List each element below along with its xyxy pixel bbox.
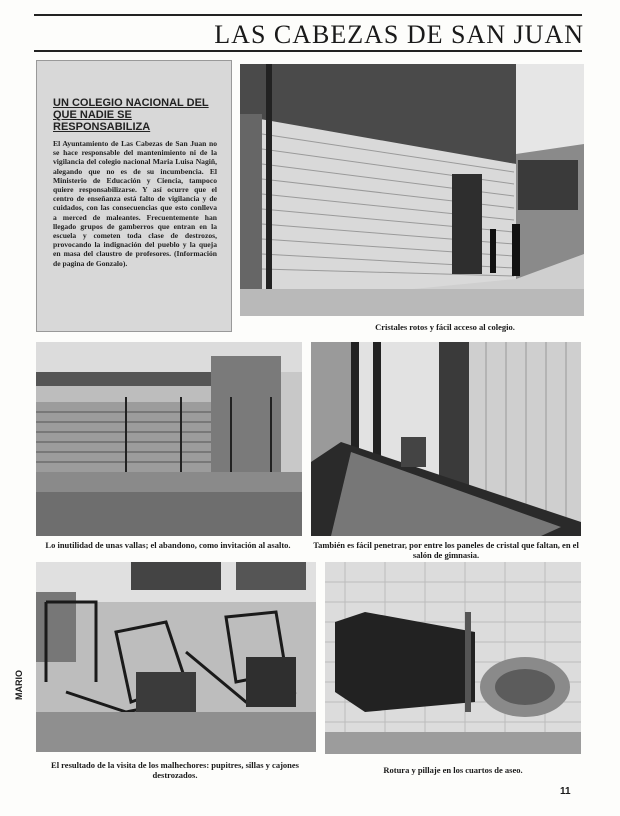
caption-photo-2: Lo inutilidad de unas vallas; el abandono, como invitación al asalto. [45,540,291,550]
page-number: 11 [560,786,571,797]
sidebar-title: UN COLEGIO NACIONAL DEL QUE NADIE SE RESPONSABILIZA [53,97,209,133]
header-rule-top [34,14,582,16]
photo-destroyed-furniture [36,562,316,752]
sidebar-box [36,60,232,332]
photo-fence [36,342,302,536]
photo-school-building [240,64,584,316]
header-rule-bottom [34,50,582,52]
sidebar-content [53,97,217,268]
caption-photo-5: Rotura y pillaje en los cuartos de aseo. [383,765,523,775]
sidebar-body: El Ayuntamiento de Las Cabezas de San Juan no se hace responsable del mantenimiento ni de la vigilancia del colegio nacional Maria Luisa Nagiñ, alegando que no es de su incumbencia. El Ministerio de Educación y Ciencia, tampoco quiere responsabilizarse. Y así ocurre que el centro de enseñanza está falto de vigilancia y de cuidados, con las consecuencias que esto conlleva a merced de maleantes. Frecuentemente han llegado grupos de gamberros que entran en la escuela y cometen toda clase de destrozos, provocando la indignación del pueblo y la queja en masa del claustro de profesores. (Información de pagina de Gonzalo). [53,139,217,268]
caption-photo-4: El resultado de la visita de los malhechores: pupitres, sillas y cajones destrozados. [51,760,299,780]
photo-credit: MARIO [14,670,24,700]
caption-photo-3: También es fácil penetrar, por entre los paneles de cristal que faltan, en el salón de gimnasia. [313,540,579,560]
caption-photo-1: Cristales rotos y fácil acceso al colegio. [375,322,515,332]
page-headline: LAS CABEZAS DE SAN JUAN [214,20,584,49]
photo-washroom [325,562,581,754]
photo-gym-panels [311,342,581,536]
